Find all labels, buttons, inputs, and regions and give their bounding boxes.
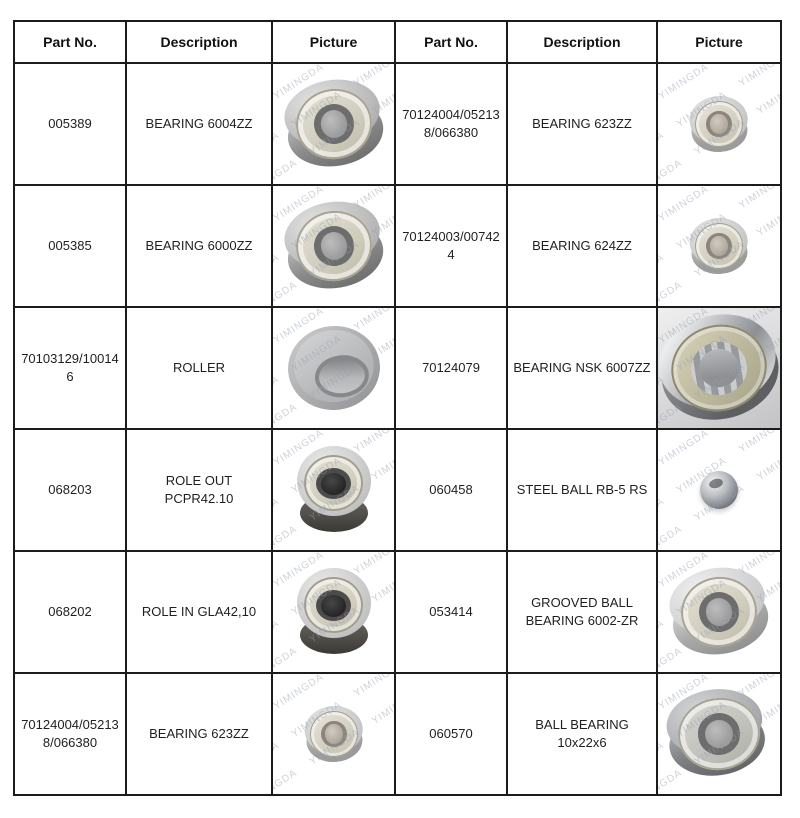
bearing-nsk-6007zz-photo [658,308,782,430]
part-no-cell: 005389 [15,64,127,186]
description-cell: BEARING 6000ZZ [127,186,273,308]
description-cell: BEARING 623ZZ [508,64,658,186]
picture-cell [658,430,782,552]
part-no-cell: 70103129/100146 [15,308,127,430]
part-no-cell: 005385 [15,186,127,308]
description-cell: ROLE IN GLA42,10 [127,552,273,674]
parts-table [13,20,782,796]
picture-cell [658,186,782,308]
picture-cell [273,552,396,674]
picture-cell [273,308,396,430]
description-cell: BEARING 6004ZZ [127,64,273,186]
part-no-cell: 70124003/007424 [396,186,508,308]
col-header-picture-right: Picture [658,22,782,64]
part-no-cell: 060458 [396,430,508,552]
bearing-623zz-photo [300,702,366,766]
col-header-description-right: Description [508,22,658,64]
picture-cell [273,430,396,552]
ball-reflection [708,477,724,489]
picture-cell [658,552,782,674]
bearing-hole [710,236,729,256]
picture-cell [658,308,782,430]
picture-cell [273,674,396,796]
bearing-623zz-photo [686,92,752,156]
bearing-624zz-photo [686,214,752,278]
description-cell: BEARING NSK 6007ZZ [508,308,658,430]
description-cell: BEARING 623ZZ [127,674,273,796]
description-cell: BALL BEARING 10x22x6 [508,674,658,796]
part-no-cell: 060570 [396,674,508,796]
bearing-hole [321,595,347,617]
description-cell: BEARING 624ZZ [508,186,658,308]
roller-photo [279,317,388,419]
part-no-cell: 053414 [396,552,508,674]
picture-cell [658,64,782,186]
steel-ball-photo [700,471,738,509]
bearing-hole [324,724,343,744]
part-no-cell: 068203 [15,430,127,552]
col-header-picture-left: Picture [273,22,396,64]
ball-bearing-10x22x6-photo [662,682,776,785]
role-out-bearing-photo [294,444,374,536]
grooved-ball-bearing-photo [664,560,774,663]
description-cell: ROLE OUT PCPR42.10 [127,430,273,552]
bearing-6000zz-photo [279,194,389,297]
col-header-description-left: Description [127,22,273,64]
role-in-bearing-photo [294,566,374,658]
picture-cell [658,674,782,796]
col-header-part-no-left: Part No. [15,22,127,64]
bearing-hole [710,114,729,134]
part-no-cell: 70124004/052138/066380 [396,64,508,186]
description-cell: ROLLER [127,308,273,430]
description-cell: STEEL BALL RB-5 RS [508,430,658,552]
picture-cell [273,186,396,308]
part-no-cell: 068202 [15,552,127,674]
bearing-6004zz-photo [279,72,389,175]
description-cell: GROOVED BALL BEARING 6002-ZR [508,552,658,674]
part-no-cell: 70124079 [396,308,508,430]
col-header-part-no-right: Part No. [396,22,508,64]
picture-cell [273,64,396,186]
part-no-cell: 70124004/052138/066380 [15,674,127,796]
bearing-hole [321,473,347,495]
